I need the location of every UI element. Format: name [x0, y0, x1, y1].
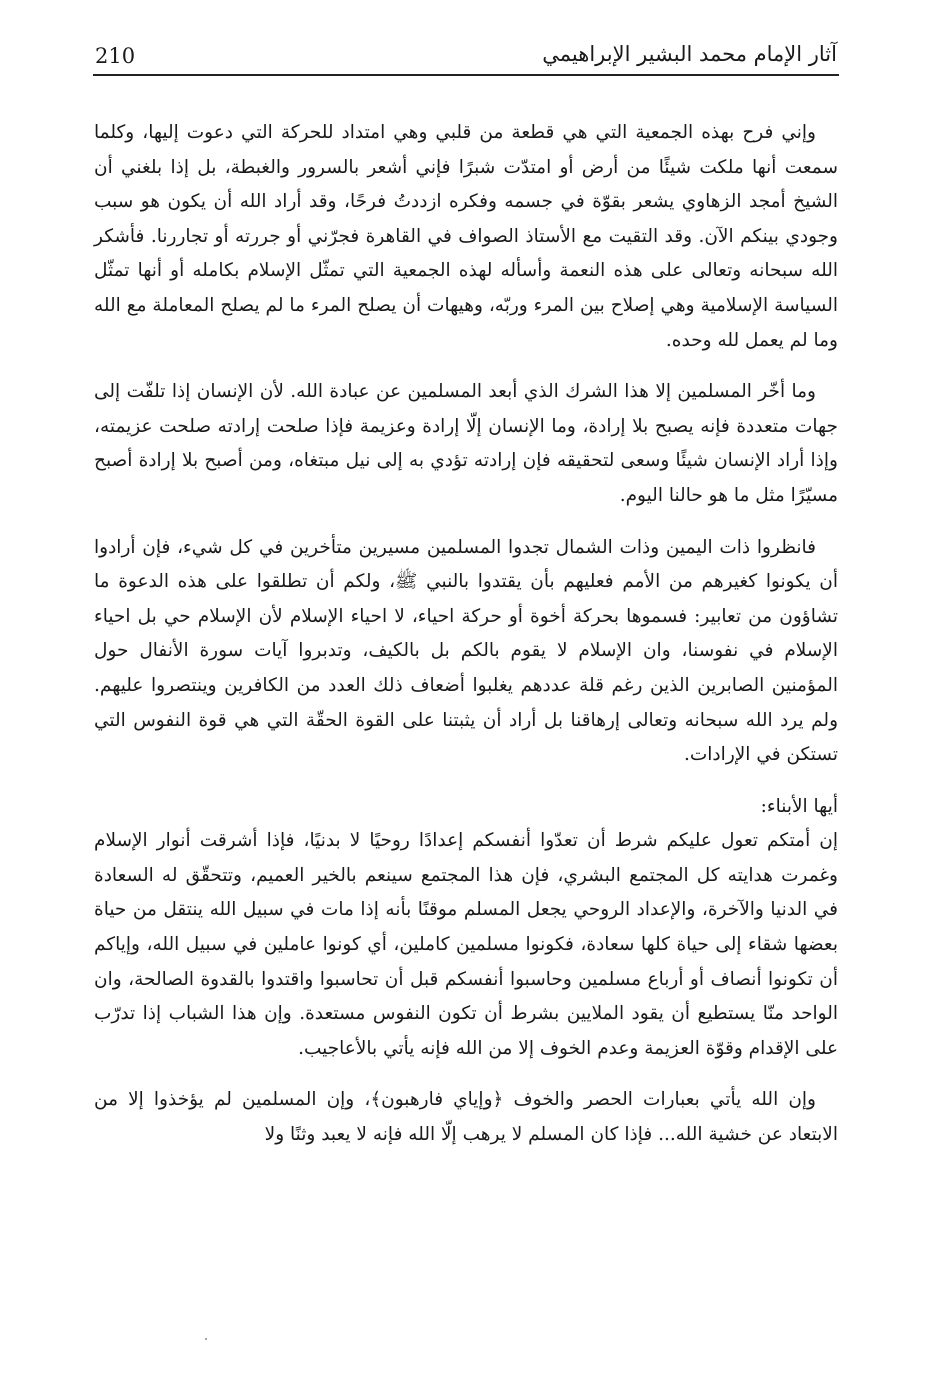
body-text	[94, 116, 838, 1170]
header-rule	[93, 74, 839, 76]
page-number: 210	[95, 44, 136, 68]
address-line: أيها الأبناء:	[760, 795, 838, 817]
running-title: آثار الإمام محمد البشير الإبراهيمي	[542, 42, 837, 66]
paragraph: وإني فرح بهذه الجمعية التي هي قطعة من قلبي وهي امتداد للحركة التي دعوت إليها، وكلما سمعت أنها ملكت شيئًا من أرض أو امتدّت شبرًا فإني أشعر بالسرور والغبطة، بل إذا بلغني أن الشيخ أمجد الزهاوي يشعر بقوّة في جسمه وفكره ازددتُ فرحًا، وقد أراد الله أن يكون هو سبب وجودي بينكم الآن. وقد التقيت مع الأستاذ الصواف في القاهرة فجرّني أو جررته أو تجاررنا. فأشكر الله سبحانه وتعالى على هذه النعمة وأسأله لهذه الجمعية التي تمثّل الإسلام بكامله أو أنها تمثّل السياسة الإسلامية وهي إصلاح بين المرء وربّه، وهيهات أن يصلح المرء ما لم يصلح المعاملة مع الله وما لم يعمل لله وحده.	[94, 122, 838, 351]
scan-speck	[205, 1338, 207, 1340]
paragraph: وإن الله يأتي بعبارات الحصر والخوف ﴿وإياي فارهبون﴾، وإن المسلمين لم يؤخذوا إلا من الابتعاد عن خشية الله... فإذا كان المسلم لا يرهب إلّا الله فإنه لا يعبد وثنًا ولا	[94, 1089, 838, 1146]
paragraph: فانظروا ذات اليمين وذات الشمال تجدوا المسلمين مسيرين متأخرين في كل شيء، فإن أرادوا أن يكونوا كغيرهم من الأمم فعليهم بأن يقتدوا بالنبي ﷺ، ولكم أن تطلقوا على هذه الدعوة ما تشاؤون من تعابير: فسموها بحركة أخوة أو حركة احياء، لا احياء الإسلام لأن الإسلام حي بل احياء الإسلام في نفوسنا، وان الإسلام لا يقوم بالكم بل بالكيف، وتدبروا آيات سورة الأنفال حول المؤمنين الصابرين الذين رغم قلة عددهم يغلبوا أضعاف ذلك العدد من الكافرين وينتصروا عليهم. ولم يرد الله سبحانه وتعالى إرهاقنا بل أراد أن يثبتنا على القوة الحقّة التي هي قوة النفوس التي تستكن في الإرادات.	[94, 536, 838, 766]
paragraph: وما أخّر المسلمين إلا هذا الشرك الذي أبعد المسلمين عن عبادة الله. لأن الإنسان إذا تلفّت إلى جهات متعددة فإنه يصبح بلا إرادة، وما الإنسان إلّا إرادة وعزيمة فإذا صلحت إرادته صلحت عزيمته، وإذا أراد الإنسان شيئًا وسعى لتحقيقه فإن إرادته تؤدي به إلى نيل مبتغاه، ومن أصبح بلا إرادة أصبح مسيّرًا مثل ما هو حالنا اليوم.	[94, 381, 838, 506]
page-header	[95, 40, 837, 76]
paragraph: إن أمتكم تعول عليكم شرط أن تعدّوا أنفسكم إعدادًا روحيًا لا بدنيًا، فإذا أشرقت أنوار الإسلام وغمرت هدايته كل المجتمع البشري، فإن هذا المجتمع سينعم بالخير العميم، وتتحقّق له السعادة في الدنيا والآخرة، والإعداد الروحي يجعل المسلم موقنًا بأنه إذا مات في سبيل الله ينتقل من حياة بعضها شقاء إلى حياة كلها سعادة، فكونوا مسلمين كاملين، أي كونوا عاملين في سبيل الله، وإياكم أن تكونوا أنصاف أو أرباع مسلمين وحاسبوا أنفسكم قبل أن تحاسبوا واقتدوا بالقدوة الصالحة، وان الواحد منّا يستطيع أن يقود الملايين بشرط أن تكون النفوس مستعدة. وإن هذا الشباب إذا تدرّب على الإقدام وقوّة العزيمة وعدم الخوف إلا من الله فإنه يأتي بالأعاجيب.	[94, 830, 838, 1059]
